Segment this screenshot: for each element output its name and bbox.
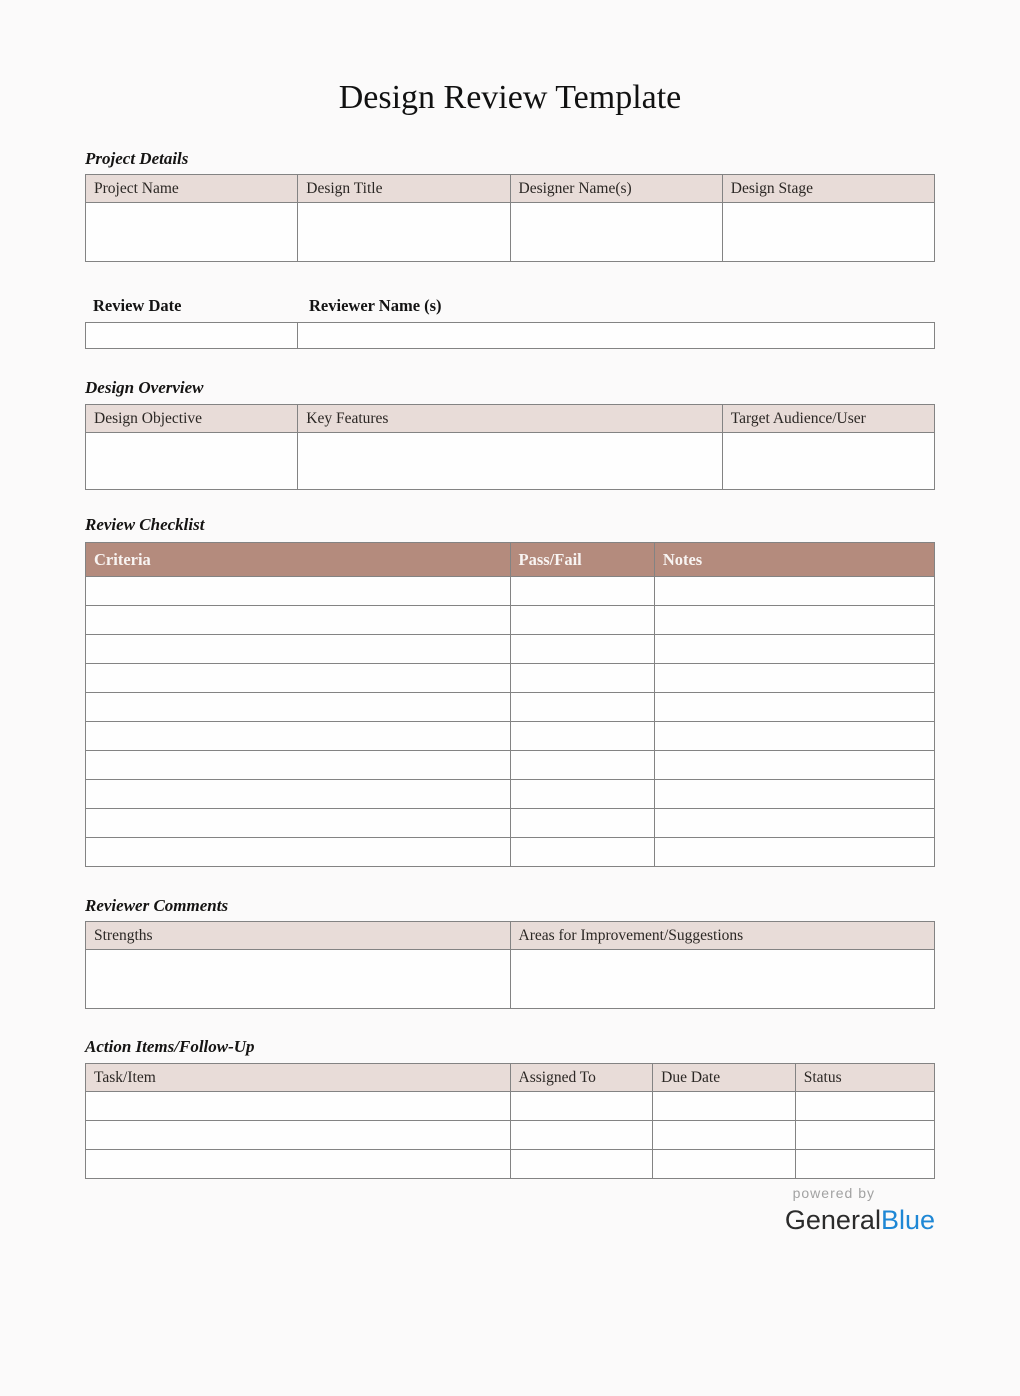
section-heading-reviewer-comments: Reviewer Comments bbox=[85, 896, 229, 915]
empty-cell bbox=[86, 323, 298, 349]
empty-cell bbox=[510, 722, 654, 751]
empty-cell bbox=[654, 780, 934, 809]
empty-cell bbox=[510, 203, 722, 262]
empty-cell bbox=[510, 950, 935, 1009]
empty-cell bbox=[654, 751, 934, 780]
action-items-row bbox=[86, 1121, 935, 1150]
section-heading-review-checklist: Review Checklist bbox=[85, 515, 205, 534]
review-checklist-table bbox=[85, 542, 935, 867]
empty-cell bbox=[298, 433, 723, 490]
col-status: Status bbox=[795, 1064, 934, 1092]
empty-cell bbox=[654, 664, 934, 693]
section-heading-design-overview: Design Overview bbox=[85, 378, 204, 397]
empty-cell bbox=[654, 722, 934, 751]
empty-cell bbox=[86, 1092, 511, 1121]
brand-general: General bbox=[784, 1205, 881, 1235]
page-title: Design Review Template bbox=[338, 79, 682, 116]
action-items-row bbox=[86, 1150, 935, 1179]
empty-cell bbox=[654, 635, 934, 664]
empty-cell bbox=[654, 577, 934, 606]
empty-cell bbox=[86, 203, 298, 262]
review-checklist-row bbox=[86, 751, 935, 780]
col-pass-fail: Pass/Fail bbox=[510, 543, 654, 577]
section-heading-project-details: Project Details bbox=[85, 149, 189, 168]
powered-by-text: powered by bbox=[792, 1185, 875, 1201]
reviewer-comments-row bbox=[86, 950, 935, 1009]
reviewer-comments-table bbox=[85, 921, 935, 1009]
empty-cell bbox=[86, 809, 511, 838]
empty-cell bbox=[86, 950, 511, 1009]
empty-cell bbox=[510, 838, 654, 867]
review-date-label: Review Date bbox=[93, 296, 182, 315]
col-assigned-to: Assigned To bbox=[510, 1064, 653, 1092]
design-overview-header-row bbox=[86, 405, 935, 433]
reviewer-comments-header-row bbox=[86, 922, 935, 950]
empty-cell bbox=[795, 1121, 934, 1150]
review-checklist-row bbox=[86, 693, 935, 722]
action-items-header-row bbox=[86, 1064, 935, 1092]
project-details-table bbox=[85, 174, 935, 262]
empty-cell bbox=[653, 1092, 796, 1121]
empty-cell bbox=[86, 1150, 511, 1179]
empty-cell bbox=[510, 1121, 653, 1150]
empty-cell bbox=[510, 751, 654, 780]
empty-cell bbox=[86, 577, 511, 606]
action-items-row bbox=[86, 1092, 935, 1121]
brand-wordmark bbox=[85, 1204, 935, 1236]
empty-cell bbox=[795, 1150, 934, 1179]
reviewer-name-label: Reviewer Name (s) bbox=[309, 296, 442, 315]
col-criteria: Criteria bbox=[86, 543, 511, 577]
col-strengths: Strengths bbox=[86, 922, 511, 950]
review-checklist-row bbox=[86, 809, 935, 838]
action-items-table bbox=[85, 1063, 935, 1179]
empty-cell bbox=[86, 635, 511, 664]
review-checklist-row bbox=[86, 606, 935, 635]
empty-cell bbox=[86, 722, 511, 751]
empty-cell bbox=[86, 1121, 511, 1150]
document-page bbox=[85, 76, 935, 1236]
empty-cell bbox=[510, 780, 654, 809]
review-info-row bbox=[86, 323, 935, 349]
empty-cell bbox=[510, 809, 654, 838]
review-checklist-row bbox=[86, 722, 935, 751]
empty-cell bbox=[653, 1121, 796, 1150]
empty-cell bbox=[722, 433, 934, 490]
empty-cell bbox=[510, 635, 654, 664]
empty-cell bbox=[654, 838, 934, 867]
empty-cell bbox=[86, 606, 511, 635]
design-overview-table bbox=[85, 404, 935, 490]
empty-cell bbox=[86, 751, 511, 780]
empty-cell bbox=[86, 780, 511, 809]
empty-cell bbox=[654, 809, 934, 838]
review-checklist-row bbox=[86, 577, 935, 606]
empty-cell bbox=[86, 433, 298, 490]
col-areas-improvement: Areas for Improvement/Suggestions bbox=[510, 922, 935, 950]
review-checklist-row bbox=[86, 635, 935, 664]
col-notes: Notes bbox=[654, 543, 934, 577]
col-project-name: Project Name bbox=[86, 175, 298, 203]
col-design-title: Design Title bbox=[298, 175, 510, 203]
empty-cell bbox=[510, 1150, 653, 1179]
brand-blue: Blue bbox=[880, 1205, 935, 1235]
empty-cell bbox=[510, 606, 654, 635]
empty-cell bbox=[298, 323, 935, 349]
empty-cell bbox=[86, 693, 511, 722]
empty-cell bbox=[510, 664, 654, 693]
design-overview-row bbox=[86, 433, 935, 490]
empty-cell bbox=[654, 606, 934, 635]
project-details-header-row bbox=[86, 175, 935, 203]
empty-cell bbox=[654, 693, 934, 722]
review-checklist-row bbox=[86, 780, 935, 809]
empty-cell bbox=[298, 203, 510, 262]
empty-cell bbox=[510, 1092, 653, 1121]
empty-cell bbox=[653, 1150, 796, 1179]
empty-cell bbox=[86, 664, 511, 693]
col-target-audience: Target Audience/User bbox=[722, 405, 934, 433]
empty-cell bbox=[86, 838, 511, 867]
col-key-features: Key Features bbox=[298, 405, 723, 433]
col-design-stage: Design Stage bbox=[722, 175, 934, 203]
col-design-objective: Design Objective bbox=[86, 405, 298, 433]
empty-cell bbox=[510, 693, 654, 722]
col-due-date: Due Date bbox=[653, 1064, 796, 1092]
empty-cell bbox=[510, 577, 654, 606]
col-task-item: Task/Item bbox=[86, 1064, 511, 1092]
review-info-table bbox=[85, 322, 935, 349]
review-checklist-row bbox=[86, 664, 935, 693]
review-info-labels bbox=[85, 296, 935, 316]
generalblue-logo bbox=[85, 1184, 935, 1236]
empty-cell bbox=[722, 203, 934, 262]
section-heading-action-items: Action Items/Follow-Up bbox=[85, 1037, 255, 1056]
project-details-row bbox=[86, 203, 935, 262]
col-designer-names: Designer Name(s) bbox=[510, 175, 722, 203]
empty-cell bbox=[795, 1092, 934, 1121]
review-checklist-header-row bbox=[86, 543, 935, 577]
review-checklist-row bbox=[86, 838, 935, 867]
